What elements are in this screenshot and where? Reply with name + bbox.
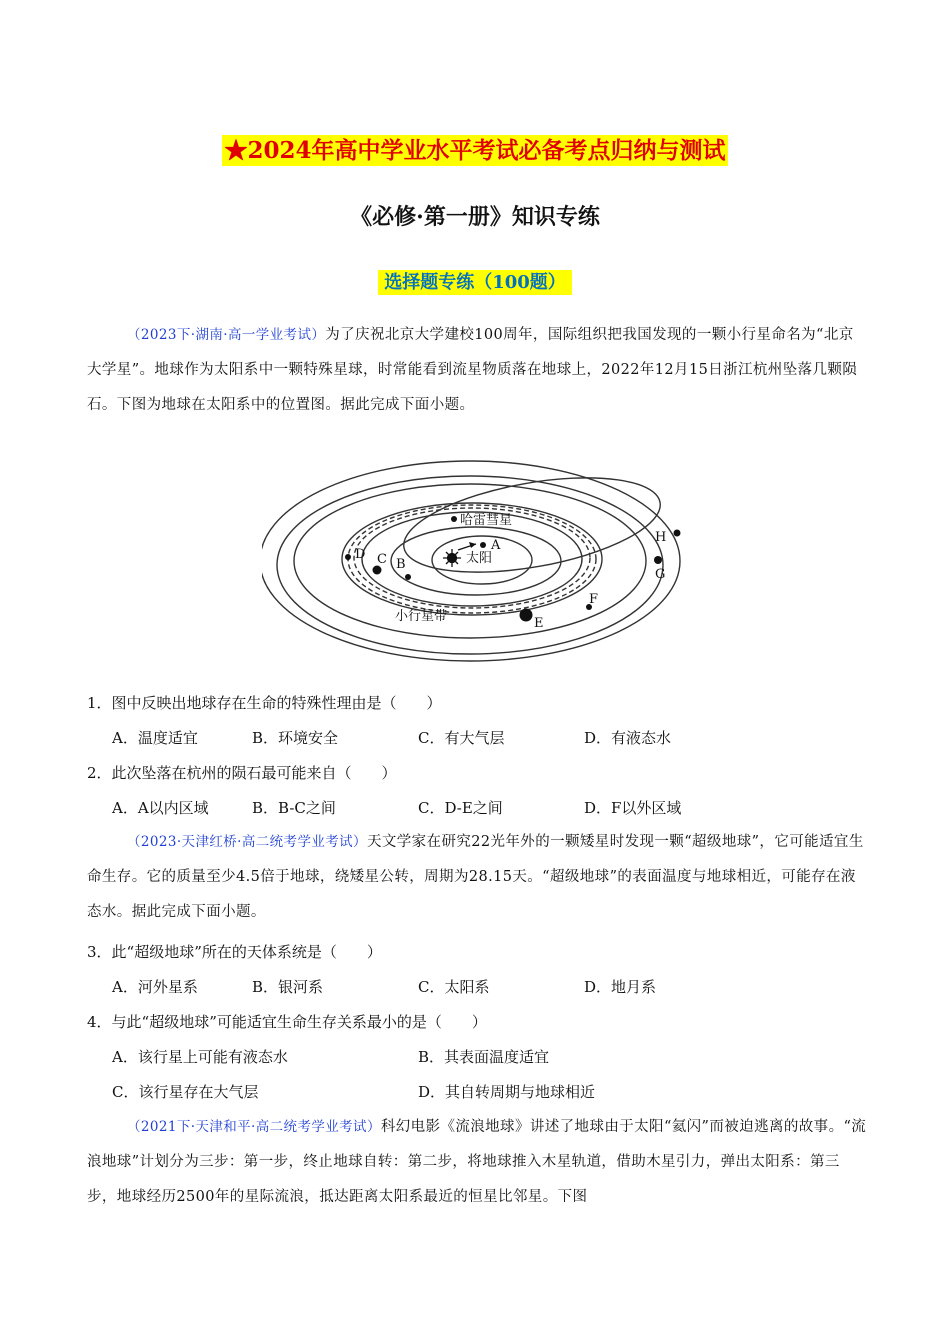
q3-option-c[interactable]: C．太阳系 bbox=[418, 978, 490, 996]
q2-option-a[interactable]: A．A以内区域 bbox=[112, 799, 209, 817]
sun-icon bbox=[443, 549, 461, 567]
q4-option-b[interactable]: B．其表面温度适宜 bbox=[418, 1048, 550, 1066]
label-comet: 哈雷彗星 bbox=[460, 513, 513, 528]
passage-3-text: 科幻电影《流浪地球》讲述了地球由于太阳“氦闪”而被迫逃离的故事。“流浪地球”计划分为三步：第一步，终止地球自转：第二步，将地球推入木星轨道，借助木星引力，弹出太阳系：第三步，地球经历2500年的星际流浪，抵达距离太阳系最近的恒星比邻星。下图 bbox=[87, 1119, 867, 1205]
passage-2 bbox=[87, 825, 867, 930]
label-h: H bbox=[655, 530, 667, 545]
q3-option-b[interactable]: B．银河系 bbox=[252, 978, 324, 996]
question-3-stem: 3．此“超级地球”所在的天体系统是（ ） bbox=[87, 943, 382, 961]
q3-option-d[interactable]: D．地月系 bbox=[584, 978, 657, 996]
question-4-stem: 4．与此“超级地球”可能适宜生命生存关系最小的是（ ） bbox=[87, 1013, 487, 1031]
planet-a bbox=[480, 542, 486, 548]
document-subtitle: 《必修·第一册》知识专练 bbox=[350, 204, 600, 230]
label-asteroid-belt: 小行星带 bbox=[395, 609, 448, 624]
passage-1-text: 为了庆祝北京大学建校100周年，国际组织把我国发现的一颗小行星命名为“北京大学星”。地球作为太阳系中一颗特殊星球，时常能看到流星物质落在地球上，2022年12月15日浙江杭州坠落几颗陨石。下图为地球在太阳系中的位置图。据此完成下面小题。 bbox=[87, 327, 858, 413]
label-d: D bbox=[355, 547, 366, 562]
label-g: G bbox=[655, 567, 666, 582]
q3-option-a[interactable]: A．河外星系 bbox=[112, 978, 198, 996]
q1-option-c[interactable]: C．有大气层 bbox=[418, 729, 505, 747]
planet-e bbox=[520, 609, 533, 622]
passage-3 bbox=[87, 1110, 867, 1215]
q4-option-a[interactable]: A．该行星上可能有液态水 bbox=[112, 1048, 288, 1066]
planet-h bbox=[674, 530, 681, 537]
planet-b bbox=[405, 574, 411, 580]
comet-halley bbox=[451, 516, 457, 522]
passage-2-text: 天文学家在研究22光年外的一颗矮星时发现一颗“超级地球”，它可能适宜生命生存。它的质量至少4.5倍于地球，绕矮星公转，周期为28.15天。“超级地球”的表面温度与地球相近，可能存在液态水。据此完成下面小题。 bbox=[87, 834, 864, 920]
solar-system-diagram bbox=[262, 455, 702, 670]
passage-1-source: （2023下·湖南·高一学业考试） bbox=[127, 327, 326, 343]
planet-d bbox=[345, 554, 351, 560]
q2-option-c[interactable]: C．D-E之间 bbox=[418, 799, 503, 817]
passage-3-source: （2021下·天津和平·高二统考学业考试） bbox=[127, 1119, 381, 1135]
q1-option-b[interactable]: B．环境安全 bbox=[252, 729, 339, 747]
label-f: F bbox=[589, 592, 599, 607]
label-e: E bbox=[534, 616, 544, 631]
label-a: A bbox=[491, 538, 501, 553]
q2-option-b[interactable]: B．B-C之间 bbox=[252, 799, 336, 817]
question-2-stem: 2．此次坠落在杭州的陨石最可能来自（ ） bbox=[87, 764, 397, 782]
q4-option-d[interactable]: D．其自转周期与地球相近 bbox=[418, 1083, 596, 1101]
document-title: ★2024年高中学业水平考试必备考点归纳与测试 bbox=[224, 137, 726, 164]
planet-g bbox=[654, 556, 662, 564]
question-1-stem: 1．图中反映出地球存在生命的特殊性理由是（ ） bbox=[87, 694, 442, 712]
q1-option-d[interactable]: D．有液态水 bbox=[584, 729, 672, 747]
q4-option-c[interactable]: C．该行星存在大气层 bbox=[112, 1083, 259, 1101]
label-sun: 太阳 bbox=[466, 551, 493, 566]
section-title: 选择题专练（100题） bbox=[0, 268, 950, 294]
q2-option-d[interactable]: D．F以外区域 bbox=[584, 799, 682, 817]
label-c: C bbox=[377, 552, 387, 567]
passage-1 bbox=[87, 318, 867, 423]
passage-2-source: （2023·天津红桥·高二统考学业考试） bbox=[127, 834, 367, 850]
q1-option-a[interactable]: A．温度适宜 bbox=[112, 729, 198, 747]
label-b: B bbox=[396, 557, 406, 572]
